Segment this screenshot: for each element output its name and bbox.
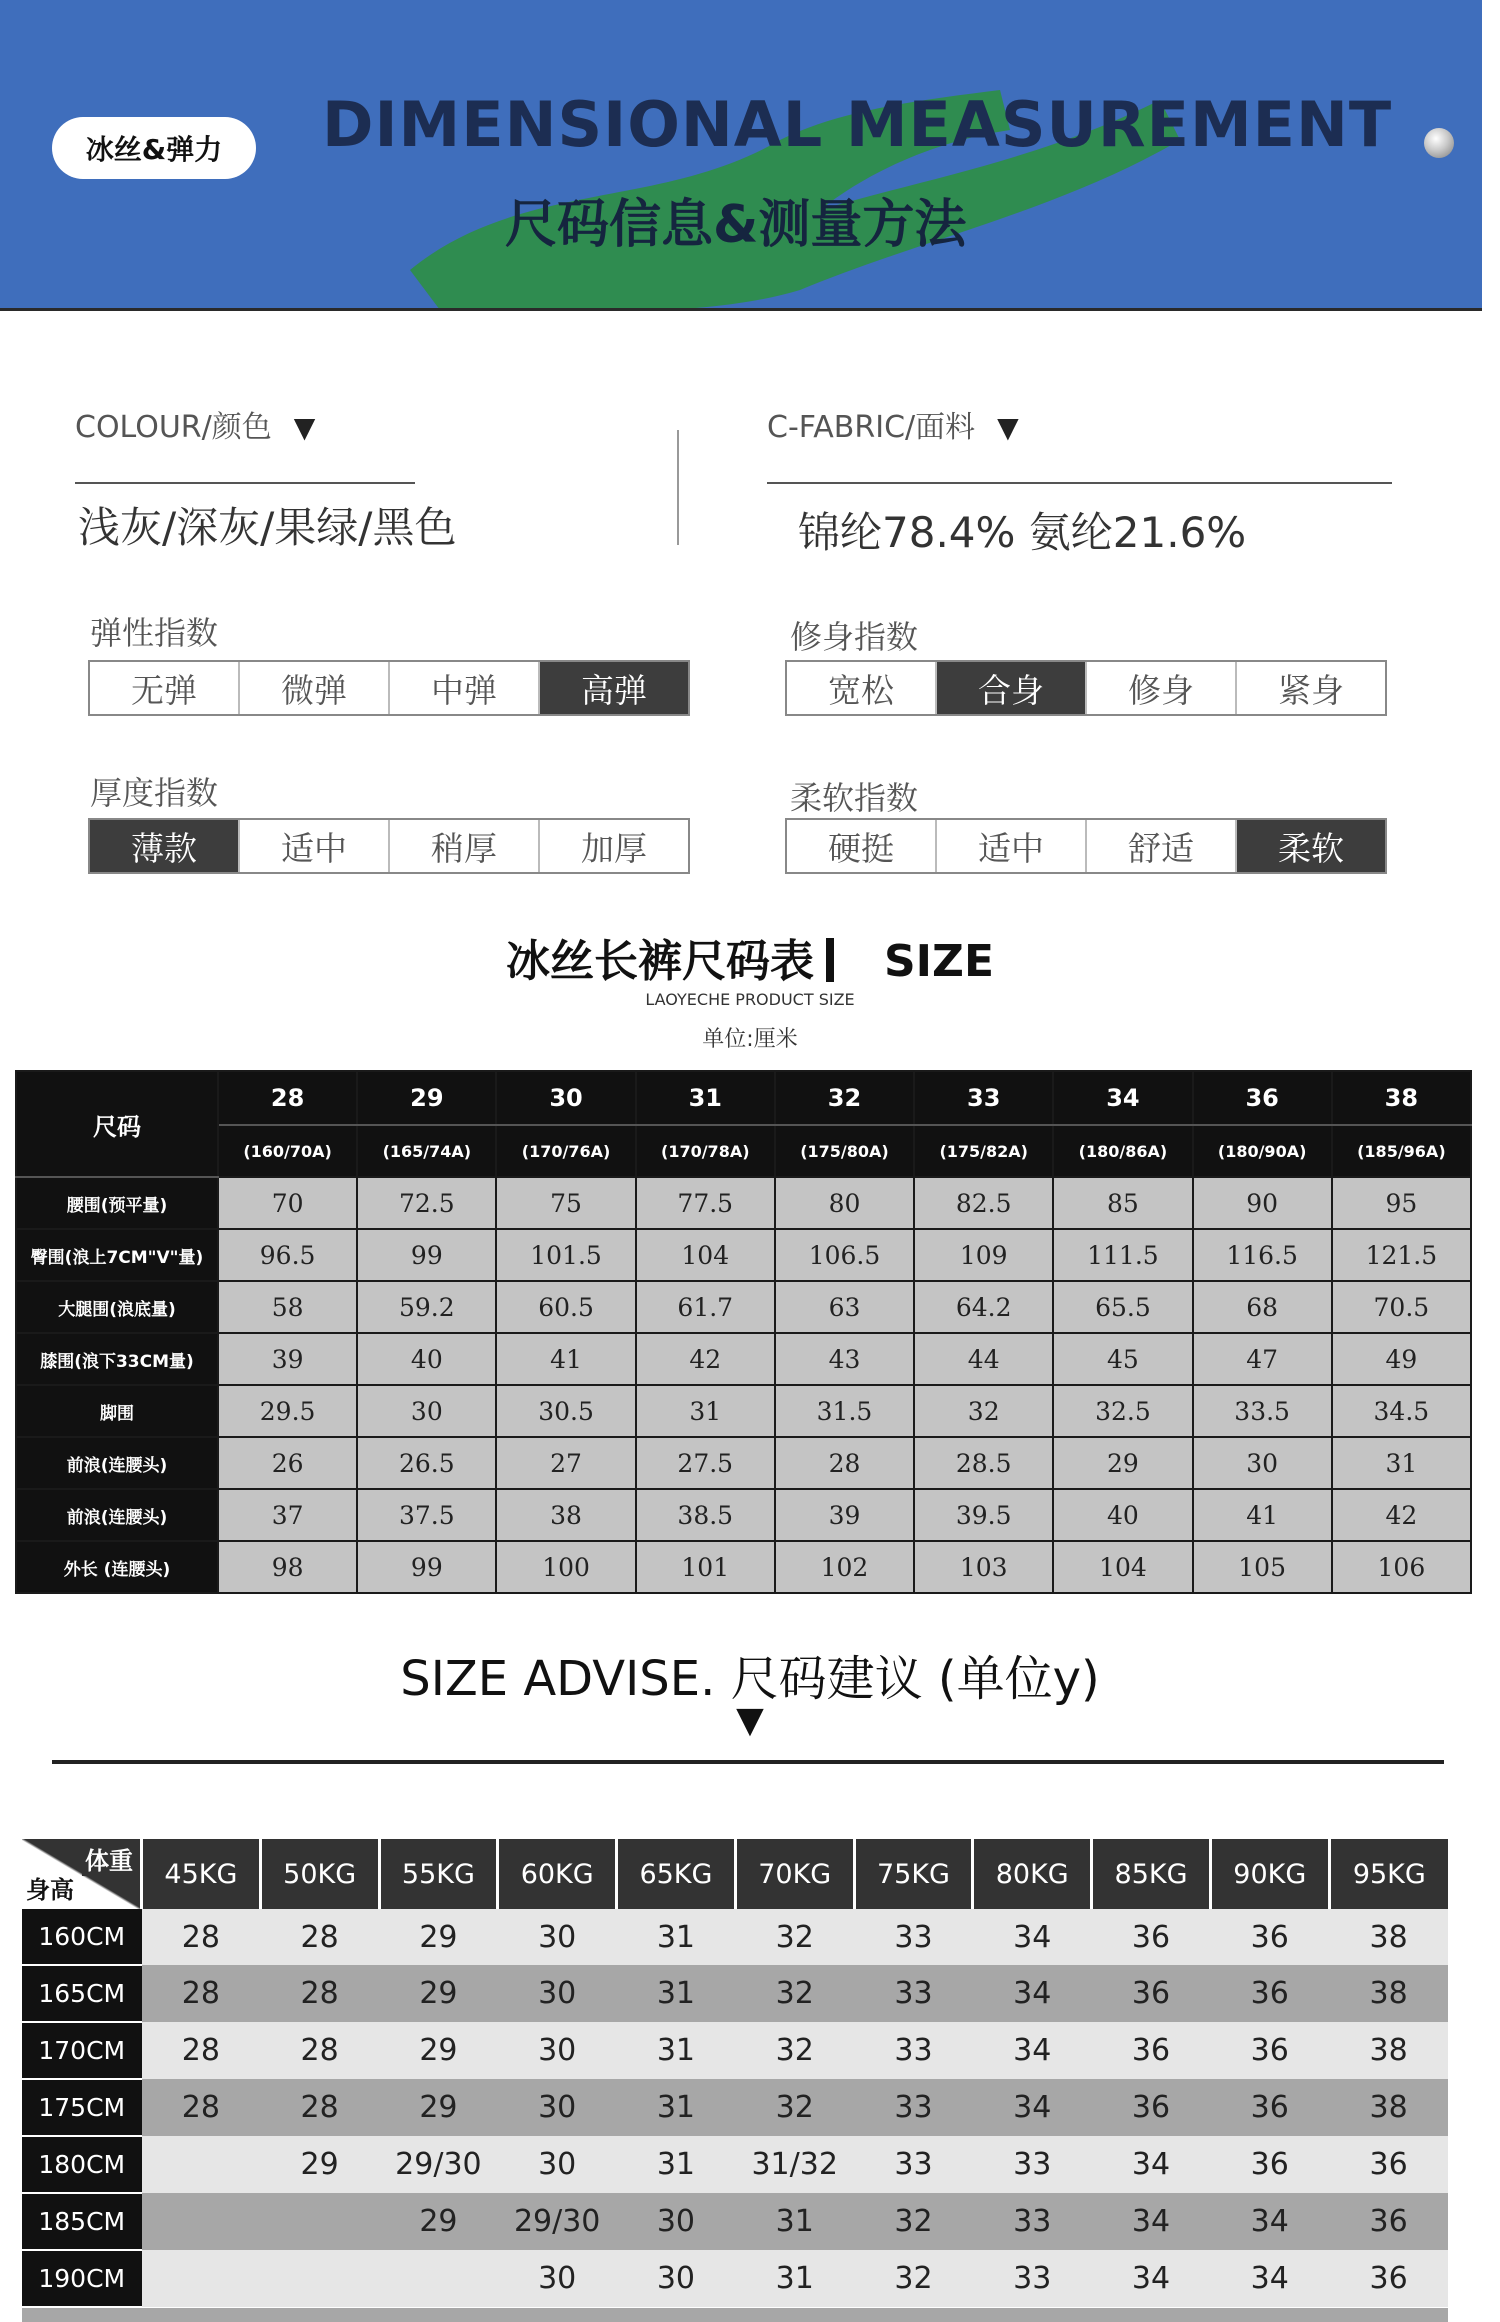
table-row-partial	[22, 2308, 1448, 2322]
table-cell: 26.5	[357, 1437, 496, 1489]
table-cell: 36	[1092, 1909, 1211, 1965]
size-spec-header: (170/78A)	[636, 1125, 775, 1177]
elasticity-bar	[88, 660, 690, 716]
table-cell: 101	[636, 1541, 775, 1593]
index-option: 硬挺	[787, 820, 937, 872]
table-cell: 32	[735, 2079, 854, 2136]
table-cell: 28	[142, 1909, 261, 1965]
table-cell	[142, 2250, 261, 2307]
size-spec-header: (180/86A)	[1053, 1125, 1192, 1177]
weight-column-header: 80KG	[973, 1839, 1092, 1909]
table-cell: 36	[1210, 1965, 1329, 2022]
size-spec-header: (180/90A)	[1193, 1125, 1332, 1177]
table-cell: 36	[1092, 2079, 1211, 2136]
table-cell	[379, 2250, 498, 2307]
size-table	[15, 1070, 1472, 1594]
table-cell: 109	[914, 1229, 1053, 1281]
index-option: 宽松	[787, 662, 937, 714]
table-cell: 116.5	[1193, 1229, 1332, 1281]
fit-title: 修身指数	[790, 618, 919, 656]
thickness-bar	[88, 818, 690, 874]
size-column-header: 30	[496, 1071, 635, 1125]
table-cell: 121.5	[1332, 1229, 1471, 1281]
table-cell: 96.5	[218, 1229, 357, 1281]
index-option: 薄款	[90, 820, 240, 872]
table-cell: 65.5	[1053, 1281, 1192, 1333]
table-cell: 34	[973, 2079, 1092, 2136]
size-column-header: 28	[218, 1071, 357, 1125]
index-option: 合身	[937, 662, 1087, 714]
size-table-unit: 单位:厘米	[702, 1027, 798, 1052]
fit-bar	[785, 660, 1387, 716]
size-column-header: 32	[775, 1071, 914, 1125]
table-cell: 99	[357, 1229, 496, 1281]
table-cell: 43	[775, 1333, 914, 1385]
table-cell: 36	[1329, 2193, 1448, 2250]
advise-table-corner	[22, 1839, 142, 1909]
row-label: 脚围	[16, 1385, 218, 1437]
table-cell: 30	[617, 2250, 736, 2307]
index-option: 适中	[240, 820, 390, 872]
fabric-underline	[767, 482, 1392, 484]
table-cell: 49	[1332, 1333, 1471, 1385]
table-cell: 30	[498, 1909, 617, 1965]
table-cell: 104	[636, 1229, 775, 1281]
table-cell: 32	[735, 2022, 854, 2079]
table-cell: 28	[260, 2079, 379, 2136]
table-row	[16, 1541, 1471, 1593]
table-cell: 29	[379, 2193, 498, 2250]
triangle-down-icon: ▼	[293, 411, 316, 444]
table-row	[22, 2022, 1448, 2079]
banner-subtitle: 尺码信息&测量方法	[505, 195, 967, 255]
table-cell: 98	[218, 1541, 357, 1593]
size-spec-header: (175/82A)	[914, 1125, 1053, 1177]
table-cell: 33	[854, 2136, 973, 2193]
table-cell: 36	[1329, 2136, 1448, 2193]
fabric-value: 锦纶78.4% 氨纶21.6%	[798, 508, 1247, 557]
elasticity-title: 弹性指数	[90, 614, 219, 652]
table-cell: 38.5	[636, 1489, 775, 1541]
table-cell: 80	[775, 1177, 914, 1229]
banner-title: DIMENSIONAL MEASUREMENT	[322, 88, 1393, 161]
table-cell: 28	[260, 1965, 379, 2022]
table-row	[22, 2079, 1448, 2136]
height-row-header: 190CM	[22, 2250, 142, 2307]
index-option: 微弹	[240, 662, 390, 714]
table-cell: 36	[1210, 1909, 1329, 1965]
size-spec-header: (175/80A)	[775, 1125, 914, 1177]
table-cell: 29/30	[379, 2136, 498, 2193]
table-cell: 40	[357, 1333, 496, 1385]
table-cell: 30	[357, 1385, 496, 1437]
triangle-down-icon: ▼	[736, 1700, 764, 1741]
table-cell: 33	[973, 2193, 1092, 2250]
height-row-header: 160CM	[22, 1909, 142, 1965]
table-cell: 30	[498, 2079, 617, 2136]
table-cell: 31	[617, 2079, 736, 2136]
table-cell: 61.7	[636, 1281, 775, 1333]
table-cell	[142, 2136, 261, 2193]
table-cell: 38	[1329, 2022, 1448, 2079]
table-cell: 45	[1053, 1333, 1192, 1385]
table-cell: 27.5	[636, 1437, 775, 1489]
table-cell: 28.5	[914, 1437, 1053, 1489]
table-row	[16, 1177, 1471, 1229]
size-table-corner: 尺码	[16, 1071, 218, 1177]
table-cell: 70.5	[1332, 1281, 1471, 1333]
weight-column-header: 85KG	[1092, 1839, 1211, 1909]
table-cell: 40	[1053, 1489, 1192, 1541]
table-cell: 30.5	[496, 1385, 635, 1437]
table-cell: 38	[496, 1489, 635, 1541]
feature-pill: 冰丝&弹力	[52, 117, 256, 179]
table-row	[22, 2193, 1448, 2250]
index-option: 无弹	[90, 662, 240, 714]
table-cell: 58	[218, 1281, 357, 1333]
table-cell: 34	[973, 1909, 1092, 1965]
softness-title: 柔软指数	[790, 779, 919, 817]
index-option: 舒适	[1087, 820, 1237, 872]
size-spec-header: (160/70A)	[218, 1125, 357, 1177]
height-row-header: 175CM	[22, 2079, 142, 2136]
table-cell: 38	[1329, 1965, 1448, 2022]
table-cell: 36	[1329, 2250, 1448, 2307]
table-cell: 106.5	[775, 1229, 914, 1281]
table-cell: 30	[617, 2193, 736, 2250]
table-cell: 31/32	[735, 2136, 854, 2193]
weight-column-header: 65KG	[617, 1839, 736, 1909]
index-option: 修身	[1087, 662, 1237, 714]
table-cell: 34	[1092, 2136, 1211, 2193]
table-cell: 33	[854, 2022, 973, 2079]
table-cell: 70	[218, 1177, 357, 1229]
table-row	[16, 1489, 1471, 1541]
table-row	[16, 1281, 1471, 1333]
table-cell: 29	[260, 2136, 379, 2193]
size-spec-header: (165/74A)	[357, 1125, 496, 1177]
table-cell: 26	[218, 1437, 357, 1489]
table-cell: 32	[854, 2250, 973, 2307]
table-cell: 106	[1332, 1541, 1471, 1593]
table-cell: 111.5	[1053, 1229, 1192, 1281]
table-cell: 103	[914, 1541, 1053, 1593]
table-row	[16, 1385, 1471, 1437]
table-cell: 47	[1193, 1333, 1332, 1385]
weight-column-header: 45KG	[142, 1839, 261, 1909]
table-cell: 31	[617, 2136, 736, 2193]
table-row	[16, 1437, 1471, 1489]
size-table-title: 冰丝长裤尺码表 SIZE	[505, 936, 995, 987]
table-cell: 31	[636, 1385, 775, 1437]
advise-divider	[52, 1760, 1444, 1764]
height-row-header: 165CM	[22, 1965, 142, 2022]
size-advise-title: SIZE ADVISE. 尺码建议 (单位y)	[400, 1651, 1100, 1707]
row-label: 前浪(连腰头)	[16, 1489, 218, 1541]
table-cell: 31	[617, 1965, 736, 2022]
table-cell: 60.5	[496, 1281, 635, 1333]
table-cell: 36	[1210, 2079, 1329, 2136]
table-cell	[142, 2193, 261, 2250]
table-row	[22, 2250, 1448, 2307]
table-cell: 64.2	[914, 1281, 1053, 1333]
table-cell: 105	[1193, 1541, 1332, 1593]
table-cell: 33	[854, 2079, 973, 2136]
table-cell: 29	[379, 2079, 498, 2136]
table-cell: 68	[1193, 1281, 1332, 1333]
table-cell: 41	[1193, 1489, 1332, 1541]
table-cell: 39.5	[914, 1489, 1053, 1541]
table-cell: 32	[735, 1909, 854, 1965]
index-option: 适中	[937, 820, 1087, 872]
table-row	[22, 1965, 1448, 2022]
table-row	[16, 1229, 1471, 1281]
table-cell: 36	[1210, 2136, 1329, 2193]
table-cell: 27	[496, 1437, 635, 1489]
weight-column-header: 60KG	[498, 1839, 617, 1909]
table-cell: 59.2	[357, 1281, 496, 1333]
height-row-header: 170CM	[22, 2022, 142, 2079]
row-label: 腰围(预平量)	[16, 1177, 218, 1229]
table-cell: 31	[735, 2193, 854, 2250]
weight-axis-label: 体重	[82, 1841, 136, 1876]
table-cell: 31.5	[775, 1385, 914, 1437]
triangle-down-icon: ▼	[997, 411, 1019, 444]
table-cell: 28	[260, 2022, 379, 2079]
weight-column-header: 75KG	[854, 1839, 973, 1909]
table-cell: 30	[498, 2136, 617, 2193]
table-cell: 34	[1210, 2250, 1329, 2307]
table-cell: 29	[379, 2022, 498, 2079]
weight-column-header: 70KG	[735, 1839, 854, 1909]
table-cell: 28	[775, 1437, 914, 1489]
index-option: 高弹	[540, 662, 688, 714]
row-label: 膝围(浪下33CM量)	[16, 1333, 218, 1385]
thickness-title: 厚度指数	[90, 774, 219, 812]
table-cell: 30	[498, 1965, 617, 2022]
table-cell: 39	[218, 1333, 357, 1385]
table-cell: 34	[1092, 2250, 1211, 2307]
table-cell	[260, 2193, 379, 2250]
table-cell: 31	[735, 2250, 854, 2307]
table-cell: 31	[617, 1909, 736, 1965]
table-cell: 28	[260, 1909, 379, 1965]
size-column-header: 34	[1053, 1071, 1192, 1125]
weight-column-header: 90KG	[1210, 1839, 1329, 1909]
table-cell: 82.5	[914, 1177, 1053, 1229]
softness-bar	[785, 818, 1387, 874]
table-cell: 95	[1332, 1177, 1471, 1229]
table-cell: 32	[735, 1965, 854, 2022]
table-cell: 28	[142, 2079, 261, 2136]
table-cell: 30	[1193, 1437, 1332, 1489]
table-cell: 34	[1092, 2193, 1211, 2250]
table-cell: 99	[357, 1541, 496, 1593]
table-cell: 31	[617, 2022, 736, 2079]
table-cell: 44	[914, 1333, 1053, 1385]
table-cell: 36	[1092, 2022, 1211, 2079]
index-option: 加厚	[581, 828, 647, 868]
table-cell: 28	[142, 1965, 261, 2022]
table-cell: 101.5	[496, 1229, 635, 1281]
table-cell: 29/30	[498, 2193, 617, 2250]
index-option: 稍厚	[390, 820, 540, 872]
size-column-header: 33	[914, 1071, 1053, 1125]
table-cell: 77.5	[636, 1177, 775, 1229]
index-option: 紧身	[1278, 670, 1344, 710]
table-cell: 29	[379, 1909, 498, 1965]
table-cell: 41	[496, 1333, 635, 1385]
table-cell: 33	[973, 2250, 1092, 2307]
table-cell: 36	[1210, 2022, 1329, 2079]
table-cell: 75	[496, 1177, 635, 1229]
table-cell: 100	[496, 1541, 635, 1593]
weight-column-header: 55KG	[379, 1839, 498, 1909]
size-column-header: 36	[1193, 1071, 1332, 1125]
size-column-header: 38	[1332, 1071, 1471, 1125]
size-advise-table	[22, 1839, 1448, 2308]
weight-column-header: 95KG	[1329, 1839, 1448, 1909]
table-cell: 72.5	[357, 1177, 496, 1229]
weight-column-header: 50KG	[260, 1839, 379, 1909]
table-cell: 63	[775, 1281, 914, 1333]
row-label: 臀围(浪上7CM"V"量)	[16, 1229, 218, 1281]
table-cell: 32	[854, 2193, 973, 2250]
colour-underline	[75, 482, 415, 484]
table-row	[16, 1333, 1471, 1385]
table-cell: 29	[1053, 1437, 1192, 1489]
table-cell: 30	[498, 2022, 617, 2079]
table-cell: 102	[775, 1541, 914, 1593]
size-column-header: 31	[636, 1071, 775, 1125]
size-spec-header: (170/76A)	[496, 1125, 635, 1177]
table-cell: 85	[1053, 1177, 1192, 1229]
table-cell: 42	[1332, 1489, 1471, 1541]
colour-value: 浅灰/深灰/果绿/黑色	[78, 503, 457, 552]
table-cell: 33	[854, 1965, 973, 2022]
table-cell: 38	[1329, 1909, 1448, 1965]
colour-label: COLOUR/颜色 ▼	[75, 410, 316, 445]
decorative-dot-icon	[1424, 128, 1454, 158]
table-cell: 39	[775, 1489, 914, 1541]
table-row	[22, 2136, 1448, 2193]
table-cell: 28	[142, 2022, 261, 2079]
table-cell: 33	[854, 1909, 973, 1965]
size-column-header: 29	[357, 1071, 496, 1125]
table-cell: 30	[498, 2250, 617, 2307]
table-cell: 31	[1332, 1437, 1471, 1489]
table-cell: 38	[1329, 2079, 1448, 2136]
index-option: 柔软	[1237, 820, 1385, 872]
table-cell: 33.5	[1193, 1385, 1332, 1437]
table-cell: 32.5	[1053, 1385, 1192, 1437]
table-cell: 34	[973, 1965, 1092, 2022]
row-label: 大腿围(浪底量)	[16, 1281, 218, 1333]
row-label: 外长 (连腰头)	[16, 1541, 218, 1593]
table-row	[22, 1909, 1448, 1965]
fabric-label: C-FABRIC/面料 ▼	[767, 410, 1019, 445]
table-cell: 37	[218, 1489, 357, 1541]
table-cell: 37.5	[357, 1489, 496, 1541]
table-cell: 29	[379, 1965, 498, 2022]
table-cell: 34.5	[1332, 1385, 1471, 1437]
table-cell	[260, 2250, 379, 2307]
table-cell: 33	[973, 2136, 1092, 2193]
table-cell: 36	[1092, 1965, 1211, 2022]
height-row-header: 185CM	[22, 2193, 142, 2250]
table-cell: 42	[636, 1333, 775, 1385]
size-table-subtitle: LAOYECHE PRODUCT SIZE	[645, 990, 855, 1009]
table-cell: 90	[1193, 1177, 1332, 1229]
size-spec-header: (185/96A)	[1332, 1125, 1471, 1177]
row-label: 前浪(连腰头)	[16, 1437, 218, 1489]
column-divider	[677, 430, 679, 545]
table-cell: 104	[1053, 1541, 1192, 1593]
index-option: 中弹	[390, 662, 540, 714]
table-cell: 34	[1210, 2193, 1329, 2250]
table-cell: 32	[914, 1385, 1053, 1437]
title-bar-divider	[826, 938, 834, 982]
height-axis-label: 身高	[26, 1876, 74, 1904]
header-banner	[0, 0, 1482, 311]
height-row-header: 180CM	[22, 2136, 142, 2193]
table-cell: 34	[973, 2022, 1092, 2079]
table-cell: 29.5	[218, 1385, 357, 1437]
